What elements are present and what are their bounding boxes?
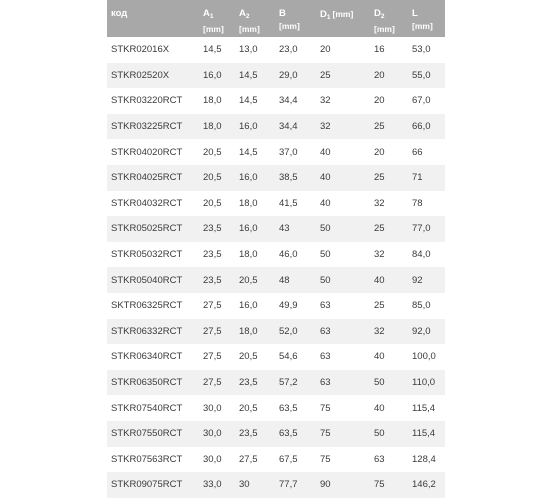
table-header-row — [107, 0, 445, 37]
cell-a2: 18,0 — [239, 249, 258, 261]
header-unit: [mm] — [279, 21, 300, 31]
cell-d2: 20 — [374, 69, 385, 81]
cell-b: 41,5 — [279, 197, 298, 209]
cell-a1: 33,0 — [203, 479, 222, 491]
cell-b: 37,0 — [279, 146, 298, 158]
cell-d2: 63 — [374, 453, 385, 465]
cell-d1: 63 — [320, 377, 331, 389]
cell-a2: 20,5 — [239, 402, 258, 414]
header-col-d2 — [374, 0, 412, 37]
cell-b: 34,4 — [279, 95, 298, 107]
header-unit: [mm] — [332, 9, 354, 19]
cell-a1: 27,5 — [203, 325, 222, 337]
cell-d2: 50 — [374, 428, 385, 440]
cell-d1: 50 — [320, 223, 331, 235]
cell-a1: 27,5 — [203, 377, 222, 389]
cell-d2: 20 — [374, 95, 385, 107]
cell-a1: 23,5 — [203, 223, 222, 235]
table-row — [107, 242, 445, 268]
cell-a1: 18,0 — [203, 95, 222, 107]
header-label: B — [279, 8, 286, 19]
header-label: D — [374, 8, 381, 19]
header-unit: [mm] — [412, 21, 433, 31]
header-col-d1 — [320, 0, 374, 37]
cell-l: 100,0 — [412, 351, 436, 363]
table-row — [107, 114, 445, 140]
table-row — [107, 370, 445, 396]
cell-code: STKR04020RCT — [111, 146, 183, 158]
table-row — [107, 139, 445, 165]
cell-a2: 14,5 — [239, 146, 258, 158]
header-subscript: 1 — [326, 14, 331, 21]
cell-l: 110,0 — [412, 377, 436, 389]
cell-l: 55,0 — [412, 69, 431, 81]
cell-d1: 40 — [320, 172, 331, 184]
cell-b: 63,5 — [279, 428, 298, 440]
cell-a2: 13,0 — [239, 44, 258, 56]
cell-b: 67,5 — [279, 453, 298, 465]
cell-a1: 27,5 — [203, 300, 222, 312]
cell-d1: 63 — [320, 300, 331, 312]
table-row — [107, 293, 445, 319]
cell-d2: 40 — [374, 351, 385, 363]
cell-code: STKR04025RCT — [111, 172, 183, 184]
cell-l: 85,0 — [412, 300, 431, 312]
table-row — [107, 165, 445, 191]
cell-a2: 27,5 — [239, 453, 258, 465]
cell-d1: 40 — [320, 197, 331, 209]
cell-b: 48 — [279, 274, 290, 286]
cell-l: 53,0 — [412, 44, 431, 56]
cell-d2: 50 — [374, 377, 385, 389]
table-row — [107, 88, 445, 114]
cell-b: 29,0 — [279, 69, 298, 81]
cell-code: STKR06332RCT — [111, 325, 183, 337]
cell-l: 77,0 — [412, 223, 431, 235]
table-row — [107, 447, 445, 473]
cell-b: 49,9 — [279, 300, 298, 312]
cell-d1: 32 — [320, 121, 331, 133]
cell-d1: 20 — [320, 44, 331, 56]
cell-code: STKR07550RCT — [111, 428, 183, 440]
cell-a2: 23,5 — [239, 377, 258, 389]
header-unit: [mm] — [239, 24, 260, 34]
cell-d2: 20 — [374, 146, 385, 158]
cell-d2: 25 — [374, 223, 385, 235]
cell-d1: 63 — [320, 351, 331, 363]
cell-b: 54,6 — [279, 351, 298, 363]
cell-code: STKR09075RCT — [111, 479, 183, 491]
header-label: L — [412, 8, 418, 19]
cell-d2: 40 — [374, 402, 385, 414]
table-row — [107, 395, 445, 421]
cell-code: STKR03225RCT — [111, 121, 183, 133]
table-body — [107, 37, 445, 498]
cell-d1: 40 — [320, 146, 331, 158]
header-unit: [mm] — [374, 24, 395, 34]
cell-code: STKR07540RCT — [111, 402, 183, 414]
header-unit: [mm] — [203, 24, 224, 34]
table-row — [107, 472, 445, 498]
header-subscript: 2 — [380, 13, 385, 20]
cell-a2: 16,0 — [239, 300, 258, 312]
cell-code: STKR07563RCT — [111, 453, 183, 465]
table-row — [107, 191, 445, 217]
spec-table — [107, 0, 445, 498]
cell-b: 63,5 — [279, 402, 298, 414]
cell-l: 66,0 — [412, 121, 431, 133]
header-col-a1 — [203, 0, 239, 37]
table-row — [107, 216, 445, 242]
cell-a1: 30,0 — [203, 428, 222, 440]
cell-l: 115,4 — [412, 402, 436, 414]
cell-a1: 27,5 — [203, 351, 222, 363]
cell-a2: 14,5 — [239, 69, 258, 81]
cell-a1: 20,5 — [203, 172, 222, 184]
cell-b: 77,7 — [279, 479, 298, 491]
cell-a1: 23,5 — [203, 274, 222, 286]
cell-d1: 75 — [320, 428, 331, 440]
table-row — [107, 63, 445, 89]
cell-d1: 75 — [320, 402, 331, 414]
cell-d2: 32 — [374, 249, 385, 261]
cell-code: STKR05040RCT — [111, 274, 183, 286]
cell-l: 146,2 — [412, 479, 436, 491]
cell-l: 128,4 — [412, 453, 436, 465]
cell-code: STKR05025RCT — [111, 223, 183, 235]
table-row — [107, 37, 445, 63]
cell-b: 46,0 — [279, 249, 298, 261]
cell-d2: 75 — [374, 479, 385, 491]
cell-l: 92,0 — [412, 325, 431, 337]
cell-a1: 20,5 — [203, 197, 222, 209]
cell-code: STKR06350RCT — [111, 377, 183, 389]
spec-table-container — [107, 0, 445, 498]
cell-l: 92 — [412, 274, 423, 286]
cell-code: STKR06340RCT — [111, 351, 183, 363]
cell-d2: 40 — [374, 274, 385, 286]
cell-d1: 32 — [320, 95, 331, 107]
cell-d2: 25 — [374, 172, 385, 184]
cell-b: 52,0 — [279, 325, 298, 337]
cell-d1: 50 — [320, 274, 331, 286]
table-row — [107, 344, 445, 370]
cell-d2: 32 — [374, 325, 385, 337]
header-col-a2 — [239, 0, 279, 37]
table-row — [107, 421, 445, 447]
cell-code: SKTR06325RCT — [111, 300, 183, 312]
cell-a1: 16,0 — [203, 69, 222, 81]
header-col-code — [107, 0, 203, 37]
cell-a2: 16,0 — [239, 121, 258, 133]
cell-a1: 30,0 — [203, 453, 222, 465]
cell-a2: 23,5 — [239, 428, 258, 440]
cell-l: 67,0 — [412, 95, 431, 107]
table-row — [107, 267, 445, 293]
cell-l: 71 — [412, 172, 423, 184]
cell-d1: 75 — [320, 453, 331, 465]
cell-d1: 25 — [320, 69, 331, 81]
cell-l: 115,4 — [412, 428, 436, 440]
header-label: код — [111, 8, 128, 19]
cell-a1: 18,0 — [203, 121, 222, 133]
cell-b: 57,2 — [279, 377, 298, 389]
cell-a1: 20,5 — [203, 146, 222, 158]
cell-d2: 25 — [374, 121, 385, 133]
cell-l: 78 — [412, 197, 423, 209]
cell-b: 43 — [279, 223, 290, 235]
header-label: D — [320, 9, 327, 20]
cell-d2: 32 — [374, 197, 385, 209]
cell-a2: 18,0 — [239, 197, 258, 209]
cell-l: 84,0 — [412, 249, 431, 261]
cell-code: STKR03220RCT — [111, 95, 183, 107]
cell-d1: 63 — [320, 325, 331, 337]
cell-b: 23,0 — [279, 44, 298, 56]
cell-l: 66 — [412, 146, 423, 158]
cell-code: STKR02016X — [111, 44, 170, 56]
header-col-l — [412, 0, 445, 37]
header-label: A — [203, 8, 210, 19]
cell-a2: 20,5 — [239, 351, 258, 363]
cell-a2: 14,5 — [239, 95, 258, 107]
cell-a1: 14,5 — [203, 44, 222, 56]
cell-a1: 23,5 — [203, 249, 222, 261]
cell-d1: 90 — [320, 479, 331, 491]
cell-a1: 30,0 — [203, 402, 222, 414]
cell-a2: 16,0 — [239, 223, 258, 235]
cell-d2: 25 — [374, 300, 385, 312]
cell-code: STKR04032RCT — [111, 197, 183, 209]
table-row — [107, 319, 445, 345]
cell-d2: 16 — [374, 44, 385, 56]
cell-a2: 30 — [239, 479, 250, 491]
header-label: A — [239, 8, 246, 19]
header-subscript: 2 — [245, 13, 250, 20]
cell-b: 38,5 — [279, 172, 298, 184]
cell-a2: 20,5 — [239, 274, 258, 286]
cell-b: 34,4 — [279, 121, 298, 133]
header-subscript: 1 — [209, 13, 214, 20]
cell-code: STKR05032RCT — [111, 249, 183, 261]
cell-d1: 50 — [320, 249, 331, 261]
cell-a2: 18,0 — [239, 325, 258, 337]
header-col-b — [279, 0, 320, 37]
cell-code: STKR02520X — [111, 69, 170, 81]
cell-a2: 16,0 — [239, 172, 258, 184]
